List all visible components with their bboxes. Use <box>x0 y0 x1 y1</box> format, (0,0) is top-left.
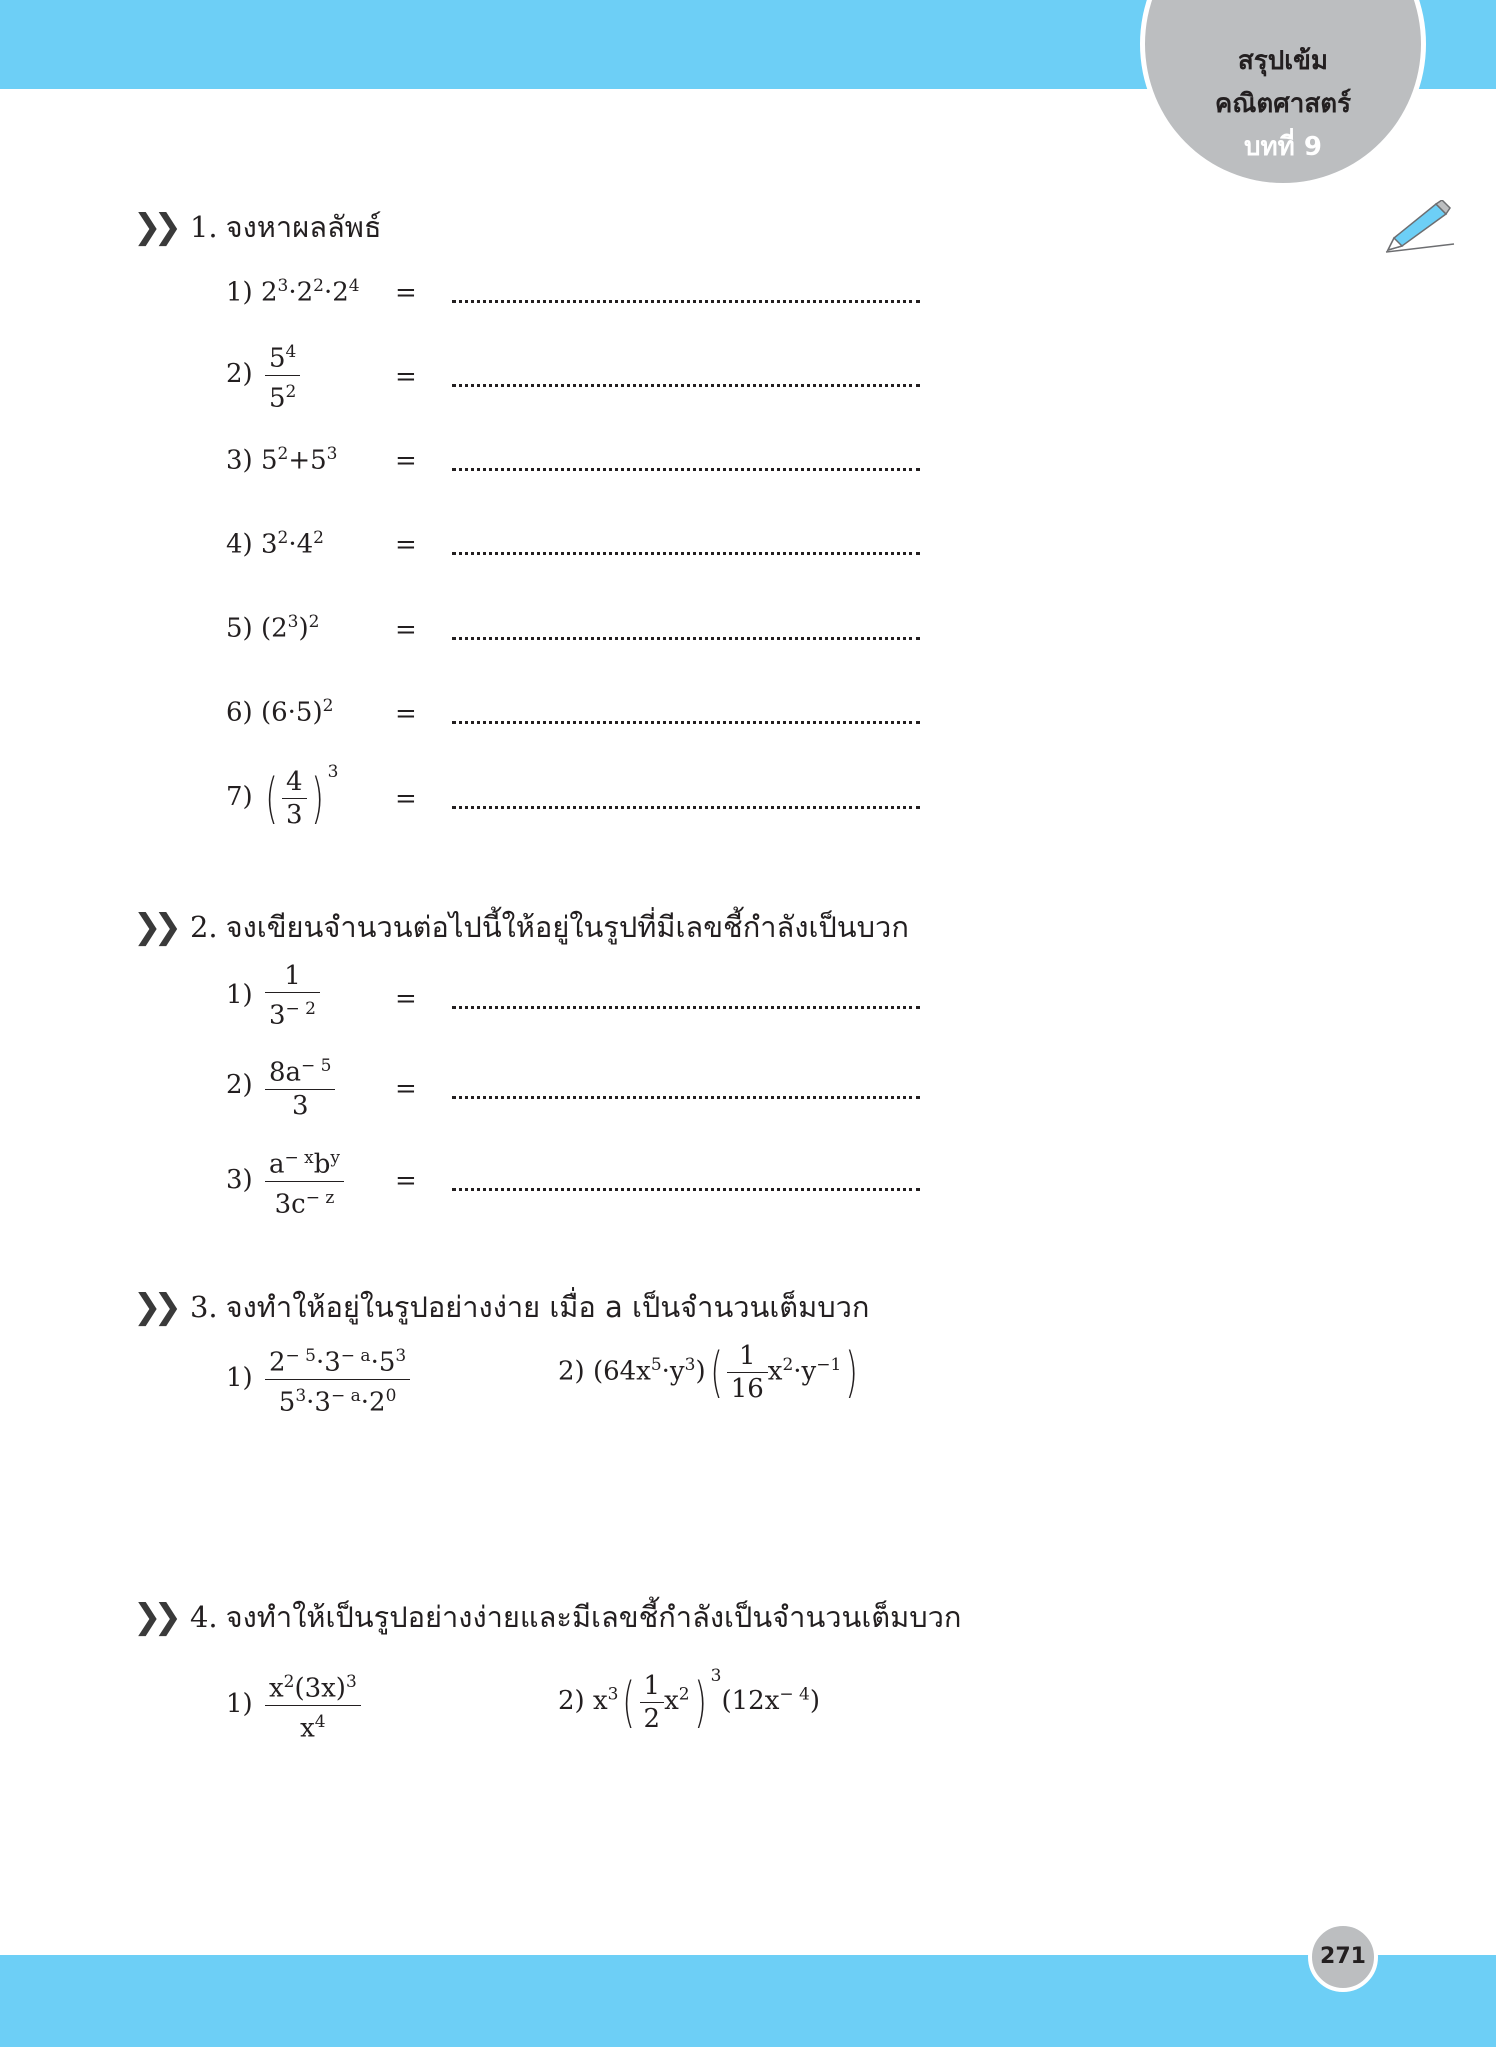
q4-item-1: 1) $\frac{x^2(3x)^3}{x^4}$ <box>226 1666 365 1744</box>
equals-sign: = <box>395 278 417 308</box>
bottom-banner <box>0 1955 1496 2047</box>
item-label: 7) <box>226 782 253 812</box>
item-label: 1) <box>226 979 253 1010</box>
item-label: 1) <box>226 277 253 308</box>
equals-sign: = <box>395 984 417 1014</box>
q3-item-2: 2) $(64x^5\cdot y^3)$( $\frac{1}{16}$ $x^2\cdot y^{-1}$) <box>558 1341 859 1404</box>
question-number: 4. <box>189 1600 218 1634</box>
answer-line[interactable] <box>452 1096 920 1099</box>
item-label: 6) <box>226 697 253 728</box>
item-label: 2) <box>558 1686 585 1716</box>
chevron-right-icon: ❯❯ <box>133 1597 174 1637</box>
q1-item-3: 3) $5^2+5^3$ <box>226 444 338 476</box>
item-label: 2) <box>226 359 253 390</box>
chevron-right-icon: ❯❯ <box>133 1287 174 1327</box>
item-label: 2) <box>558 1356 585 1387</box>
equals-sign: = <box>395 530 417 560</box>
question-number: 2. <box>189 910 218 944</box>
answer-line[interactable] <box>452 552 920 555</box>
equals-sign: = <box>395 615 417 645</box>
question-3-heading <box>133 1284 870 1330</box>
question-number: 1. <box>189 210 218 244</box>
pencil-icon <box>1380 200 1456 260</box>
question-title: จงเขียนจำนวนต่อไปนี้ให้อยู่ในรูปที่มีเลขชี้กำลังเป็นบวก <box>225 910 909 944</box>
equals-sign: = <box>395 446 417 476</box>
question-number: 3. <box>189 1290 218 1324</box>
q1-item-5: 5) $(2^3)^2$ <box>226 612 320 644</box>
item-label: 3) <box>226 445 253 476</box>
answer-line[interactable] <box>452 300 920 303</box>
q1-item-7: 7) ( $\frac{4}{3}$ ) $^3$ <box>226 762 339 830</box>
equals-sign: = <box>395 362 417 392</box>
q4-item-2: 2) $x^3$( $\frac{1}{2}$ $x^2$) $^3(12x^{- 4})$ <box>558 1666 820 1734</box>
q1-item-4: 4) $3^2\cdot 4^2$ <box>226 528 324 560</box>
item-label: 1) <box>226 1689 253 1720</box>
q1-item-1: 1) $2^3\cdot 2^2\cdot 2^4$ <box>226 276 360 308</box>
answer-line[interactable] <box>452 1188 920 1191</box>
q3-item-1: 1) $\frac{2^{- 5}\cdot 3^{- a}\cdot 5^3}{5^3\cdot 3^{- a}\cdot 2^0}$ <box>226 1340 414 1418</box>
item-label: 2) <box>226 1069 253 1100</box>
item-label: 3) <box>226 1165 253 1196</box>
answer-line[interactable] <box>452 468 920 471</box>
answer-line[interactable] <box>452 637 920 640</box>
answer-line[interactable] <box>452 721 920 724</box>
answer-line[interactable] <box>452 1006 920 1009</box>
q2-item-1: 1) $\frac{1}{3^{- 2}}$ <box>226 960 324 1032</box>
equals-sign: = <box>395 784 417 814</box>
question-1-heading <box>133 204 382 250</box>
item-label: 1) <box>226 1363 253 1394</box>
question-title: จงทำให้เป็นรูปอย่างง่ายและมีเลขชี้กำลังเป็นจำนวนเต็มบวก <box>225 1600 962 1634</box>
answer-line[interactable] <box>452 384 920 387</box>
equals-sign: = <box>395 1074 417 1104</box>
badge-title-line1: สรุปเข้ม <box>1237 46 1329 76</box>
q2-item-2: 2) $\frac{8a^{- 5}}{3}$ <box>226 1050 339 1122</box>
item-label: 5) <box>226 613 253 644</box>
question-title: จงทำให้อยู่ในรูปอย่างง่าย เมื่อ a เป็นจำนวนเต็มบวก <box>225 1290 870 1324</box>
answer-line[interactable] <box>452 806 920 809</box>
question-title: จงหาผลลัพธ์ <box>225 210 382 244</box>
chapter-badge-text <box>1140 40 1426 169</box>
badge-title-line2: คณิตศาสตร์ <box>1214 89 1352 119</box>
badge-chapter: บทที่ 9 <box>1244 132 1322 162</box>
page-number: 271 <box>1308 1922 1378 1992</box>
question-2-heading <box>133 904 909 950</box>
equals-sign: = <box>395 1166 417 1196</box>
q2-item-3: 3) $\frac{a^{- x}b^y}{3c^{- z}}$ <box>226 1142 348 1220</box>
question-4-heading <box>133 1594 962 1640</box>
item-label: 4) <box>226 529 253 560</box>
q1-item-2: 2) $\frac{5^4}{5^2}$ <box>226 336 304 414</box>
chevron-right-icon: ❯❯ <box>133 907 174 947</box>
q1-item-6: 6) $(6\cdot 5)^2$ <box>226 696 334 728</box>
equals-sign: = <box>395 699 417 729</box>
chevron-right-icon: ❯❯ <box>133 207 174 247</box>
